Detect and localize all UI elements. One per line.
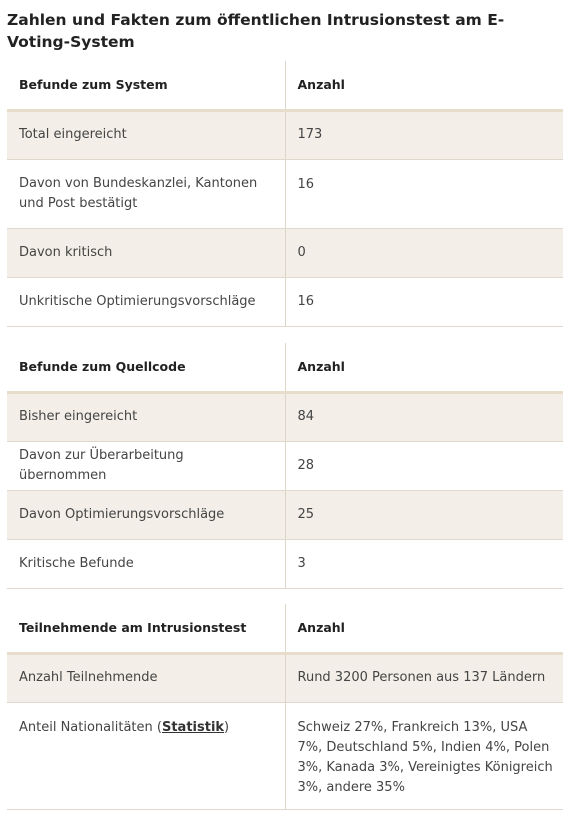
table-row bbox=[7, 653, 563, 702]
row-value: 16 bbox=[285, 277, 563, 326]
row-label: Anzahl Teilnehmende bbox=[7, 653, 285, 702]
nationalities-label-start: Anteil Nationalitäten ( bbox=[19, 719, 162, 735]
row-label: Davon zur Überarbeitung übernommen bbox=[7, 441, 285, 490]
column-header: Teilnehmende am Intrusionstest bbox=[7, 604, 285, 653]
row-value: 16 bbox=[285, 159, 563, 228]
row-value: 84 bbox=[285, 392, 563, 441]
table-row bbox=[7, 110, 563, 159]
table-row bbox=[7, 228, 563, 277]
table-row bbox=[7, 539, 563, 588]
table-row bbox=[7, 490, 563, 539]
table-row bbox=[7, 441, 563, 490]
table-system-findings bbox=[7, 61, 563, 327]
row-value: Schweiz 27%, Frankreich 13%, USA 7%, Deutschland 5%, Indien 4%, Polen 3%, Kanada 3%, Vereinigtes Königreich 3%, andere 35% bbox=[285, 702, 563, 809]
row-label: Davon Optimierungsvorschläge bbox=[7, 490, 285, 539]
column-header: Befunde zum System bbox=[7, 61, 285, 110]
row-value: 3 bbox=[285, 539, 563, 588]
row-value: 0 bbox=[285, 228, 563, 277]
table-header-row bbox=[7, 604, 563, 653]
column-header: Anzahl bbox=[285, 604, 563, 653]
row-label: Kritische Befunde bbox=[7, 539, 285, 588]
table-row bbox=[7, 392, 563, 441]
table-row bbox=[7, 159, 563, 228]
nationalities-label-end: ) bbox=[224, 719, 230, 735]
row-label: Davon von Bundeskanzlei, Kantonen und Post bestätigt bbox=[7, 159, 285, 228]
column-header: Anzahl bbox=[285, 343, 563, 392]
table-source-code-findings bbox=[7, 343, 563, 589]
row-label: Davon kritisch bbox=[7, 228, 285, 277]
table-row bbox=[7, 702, 563, 809]
row-label bbox=[7, 702, 285, 809]
row-label: Total eingereicht bbox=[7, 110, 285, 159]
row-value: Rund 3200 Personen aus 137 Ländern bbox=[285, 653, 563, 702]
table-header-row bbox=[7, 343, 563, 392]
table-header-row bbox=[7, 61, 563, 110]
table-participants bbox=[7, 604, 563, 810]
column-header: Anzahl bbox=[285, 61, 563, 110]
page-title: Zahlen und Fakten zum öffentlichen Intrusionstest am E-Voting-System bbox=[7, 11, 505, 51]
table-row bbox=[7, 277, 563, 326]
row-value: 28 bbox=[285, 441, 563, 490]
row-label: Bisher eingereicht bbox=[7, 392, 285, 441]
column-header: Befunde zum Quellcode bbox=[7, 343, 285, 392]
row-label: Unkritische Optimierungsvorschläge bbox=[7, 277, 285, 326]
row-value: 25 bbox=[285, 490, 563, 539]
row-value: 173 bbox=[285, 110, 563, 159]
statistik-link[interactable]: Statistik bbox=[161, 719, 225, 735]
